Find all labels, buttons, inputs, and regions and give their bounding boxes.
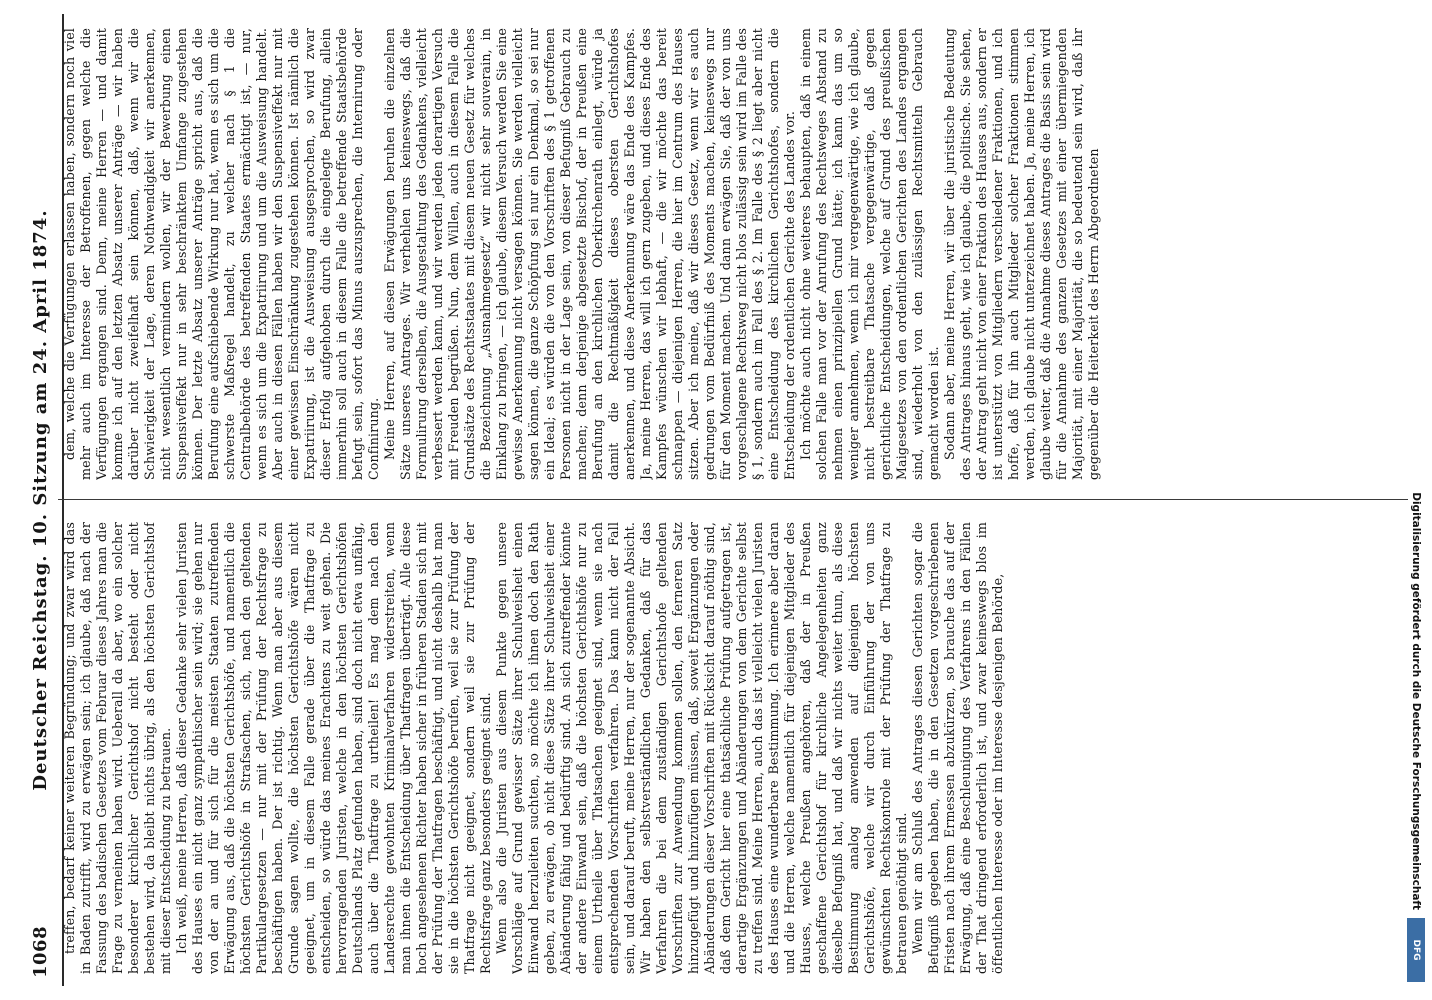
paragraph: Wenn also die Juristen aus diesem Punkte gegen unsere Vorschläge auf Grund gewisser Sätze ihrer Schulweisheit einen Einwand herzuleiten suchten, so möchte ich ihnen doch den Rath geben, zu erwägen, ob nicht diese Sätze ihrer Schulweisheit einer Abänderung fähig und bedürftig sind. An sich zutreffender könnte der andere Einwand sein, daß die höchsten Gerichtshöfe nur zu einem Urtheile über Thatsachen geeignet sind, wenn sie nach entsprechenden Vorschriften verfahren. Das kann nicht der Fall sein, und darauf beruft, meine Herren, nur der sogenannte Absicht. Wir haben den selbstverständlichen Gedanken, daß für das Verfahren die bei dem zuständigen Gerichtshofe geltenden Vorschriften zur Anwendung kommen sollen, den ferneren Satz hinzugefügt und hinzufügen müssen, daß, soweit Ergänzungen oder Abänderungen dieser Vorschriften mit Rücksicht darauf nöthig sind, daß dem Gericht hier eine thatsächliche Prüfung aufgetragen ist, derartige Ergänzungen und Abänderungen von dem Gerichte selbst zu treffen sind. Meine Herren, auch das ist vielleicht vielen Juristen des Hauses eine wunderbare Bestimmung. Ich erinnere aber daran und die Herren, welche namentlich für diejenigen Mitglieder des Hauses, welche Preußen angehören, daß der in Preußen geschaffene Gerichtshof für kirchliche Angelegenheiten ganz dieselbe Befugniß hat, und daß wir nichts weiter thun, als diese Bestimmung analog anwenden auf diejenigen höchsten Gerichtshöfe, welche wir durch Einführung der von uns gewünschten Rechtskontrole mit der Prüfung der Thatfrage zu betrauen genöthigt sind. (494, 522, 909, 974)
right-column (62, 28, 1402, 480)
digitization-credit-strip (1404, 18, 1428, 982)
digitization-credit-text: Digitalisierung gefördert durch die Deutsche Forschungsgemeinschaft (1410, 492, 1422, 910)
paragraph: dem, welche die Verfügungen erlassen haben, sondern noch viel mehr auch im Interesse der Betroffenen, gegen welche die Verfügungen ergangen sind. Denn, meine Herren — und damit komme ich auf den letzten Absatz unserer Anträge — wir haben darüber nicht zweifelhaft sein können, daß, wenn wir die Schwierigkeit der Lage, deren Nothwendigkeit wir anerkennen, nicht wesentlich vermindern wollen, wir der Bewerbung einen Suspensiveffekt nur in sehr beschränktem Umfange zugestehen können. Der letzte Absatz unserer Anträge spricht aus, daß die Berufung eine aufschiebende Wirkung nur hat, wenn es sich um die schwerste Maßregel handelt, zu welcher nach § 1 die Centralbehörde des betreffenden Staates ermächtigt ist, — nur, wenn es sich um die Expatriirung und um die Ausweisung handelt. Aber auch in diesen Fällen haben wir den Suspensiveffekt nur mit einer gewissen Einschränkung zugestehen können. Ist nämlich die Expatriirung, ist die Ausweisung ausgesprochen, so wird zwar dieser Erfolg aufgehoben durch die eingelegte Berufung, allein immerhin soll auch in diesem Falle die betreffende Staatsbehörde befugt sein, sofort das Minus auszusprechen, die Internirung oder Confinirung. (62, 28, 381, 480)
page-header (12, 0, 58, 1000)
paragraph: Ich weiß, meine Herren, daß dieser Gedanke sehr vielen Juristen des Hauses ein nicht ganz sympathischer sein wird; sie gehen nur von der an und für sich für die meisten Staaten zutreffenden Erwägung aus, daß die höchsten Gerichtshöfe, und namentlich die höchsten Gerichtshöfe in Strafsachen, sich, nach den geltenden Partikulargesetzen — nur mit der Prüfung der Rechtsfrage zu beschäftigen haben. Der ist richtig. Wenn man aber aus diesem Grunde sagen wollte, die höchsten Gerichtshöfe wären nicht geeignet, um in diesem Falle gerade über die Thatfrage zu entscheiden, so würde das meines Erachtens zu weit gehen. Die hervorragenden Juristen, welche in den höchsten Gerichtshöfen Deutschlands Platz gefunden haben, sind doch nicht etwa unfähig, auch über die Thatfrage zu urtheilen! Es mag dem nach den Landesrechte gewohnten Kriminalverfahren widerstreiten, wenn man ihnen die Entscheidung über Thatfragen überträgt. Alle diese hoch angesehenen Richter haben sicher in früheren Stadien sich mit der Prüfung der Thatfragen beschäftigt, und nicht deshalb hat man sie in die höchsten Gerichtshöfe berufen, weil sie zur Prüfung der Thatfrage nicht geeignet, sondern weil sie zur Prüfung der Rechtsfrage ganz besonders geeignet sind. (174, 522, 493, 974)
running-title: Deutscher Reichstag. 10. Sitzung am 24. April 1874. (30, 209, 51, 791)
dfg-logo: DFG (1407, 918, 1425, 982)
paragraph: Meine Herren, auf diesen Erwägungen beruhen die einzelnen Sätze unseres Antrages. Wir verhehlen uns keineswegs, daß die Formulirung derselben, die Ausgestaltung des Gedankens, vielleicht verbessert werden kann, und wir werden jeden derartigen Versuch mit Freuden begrüßen. Nun, dem Willen, auch in diesem Falle die Grundsätze des Rechtsstaates mit diesem neuen Gesetz für welches die Bezeichnung „Ausnahmegesetz“ wir nicht sehr souverain, in Einklang zu bringen, — ich glaube, diesem Versuch werden Sie eine gewisse Anerkennung nicht versagen können. Sie werden vielleicht sagen können, die ganze Schöpfung sei nur ein Denkmal, so sei nur ein Ideal; es würden die von den Vorschriften des § 1 getroffenen Personen nicht in der Lage sein, von dieser Befugniß Gebrauch zu machen; denn derjenige abgesetzte Bischof, der in Preußen eine Berufung an den kirchlichen Oberkirchenrath einlegt, würde ja damit die Rechtmäßigkeit dieses obersten Gerichtshofes anerkennen, und diese Anerkennung wäre das Ende des Kampfes. Ja, meine Herren, das will ich gern zugeben, und dieses Ende des Kampfes wünschen wir lebhaft, — die wir möchte das bereit schnappen — diejenigen Herren, die hier im Centrum des Hauses sitzen. Aber ich meine, daß wir dieses Gesetz, wenn wir es auch gedrungen vom Bedürfniß des Moments machen, keineswegs nur für den Moment machen. Und dann erwägen Sie, daß der von uns vorgeschlagene Rechtsweg nicht blos zulässig sein wird im Falle des § 1, sondern auch im Fall des § 2. Im Falle des § 2 liegt aber nicht eine Entscheidung des kirchlichen Gerichtshofes, sondern die Entscheidung der ordentlichen Gerichte des Landes vor. (382, 28, 797, 480)
paragraph: Sodann aber, meine Herren, wir über die juristische Bedeutung des Antrages hinaus geht, wie ich glaube, die politische. Sie sehen, der Antrag geht nicht von einer Fraktion des Hauses aus, sondern er ist unterstützt von Mitgliedern verschiedener Fraktionen, und ich hoffe, daß für ihn auch Mitglieder solcher Fraktionen stimmen werden, ich glaube nicht unterzeichnet haben. Ja, meine Herren, ich glaube weiter, daß die Annahme dieses Antrages die Basis sein wird für die Annahme des ganzen Gesetzes mit einer übermiegenden Majorität, mit einer Majorität, die so bedeutend sein wird, daß ihr gegenüber die Heiterkeit des Herrn Abgeordneten (942, 28, 1101, 480)
page-number: 1068 (30, 925, 51, 978)
paragraph: Wenn wir am Schluß des Antrages diesen Gerichten sogar die Befugniß gegeben haben, die in den Gesetzen vorgeschriebenen Fristen nach ihrem Ermessen abzukürzen, so brauche das auf der Erwägung, daß eine Beschleunigung des Verfahrens in den Fällen der That dringend erforderlich ist, und zwar keineswegs blos im öffentlichen Interesse oder im Interesse desjenigen Behörde, (910, 522, 1005, 974)
paragraph: Ich möchte auch nicht ohne weiteres behaupten, daß in einem solchen Falle man vor der Anrufung des Rechtsweges Abstand zu nehmen einen prinzipiellen Grund hätte; ich kann das um so weniger annehmen, wenn ich mir vergegenwärtige, wie ich glaube, nicht bestreitbare Thatsache vergegenwärtige, daß gegen gerichtliche Entscheidungen, welche auf Grund des preußischen Maigesetzes von den ordentlichen Gerichten des Landes ergangen sind, wiederholt von den zulässigen Rechtsmitteln Gebrauch gemacht worden ist. (798, 28, 941, 480)
left-column (62, 522, 1402, 974)
paragraph: treffen, bedarf keiner weiteren Begründung; und zwar wird das in Baden zutrifft, wird zu erwägen sein; ich glaube, daß nach der Fassung des badischen Gesetzes vom Februar dieses Jahres man die Frage zu verneinen haben wird. Ueberall da aber, wo ein solcher besonderer kirchlicher Gerichtshof nicht besteht oder nicht bestehen wird, da bleibt nichts übrig, als den höchsten Gerichtshof mit dieser Entscheidung zu betrauen. (62, 522, 173, 974)
column-divider (58, 499, 1408, 500)
